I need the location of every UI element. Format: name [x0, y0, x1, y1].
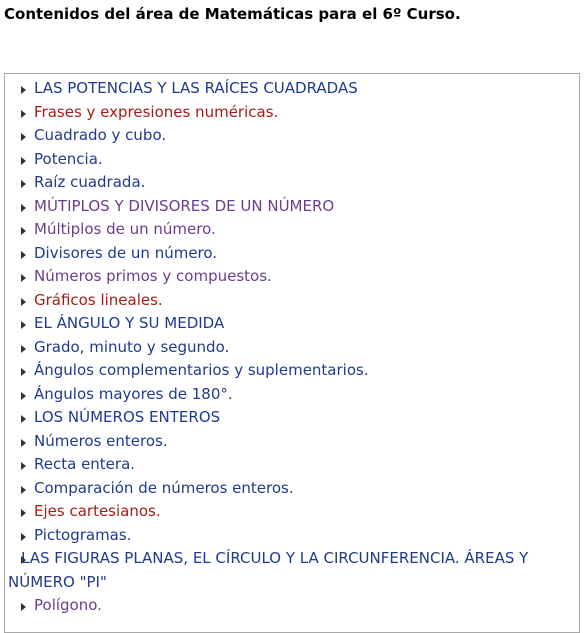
topic-item — [21, 477, 565, 501]
triangle-bullet-icon — [21, 368, 26, 376]
topic-item — [21, 430, 565, 454]
topic-link-poligono[interactable]: Polígono. — [34, 596, 102, 614]
triangle-bullet-icon — [21, 274, 26, 282]
topic-link-angulo-medida[interactable]: EL ÁNGULO Y SU MEDIDA — [34, 314, 225, 332]
topic-item — [21, 312, 565, 336]
triangle-bullet-icon — [21, 603, 26, 611]
triangle-bullet-icon — [21, 533, 26, 541]
triangle-bullet-icon — [21, 298, 26, 306]
topic-item — [21, 383, 565, 407]
topic-link-comparacion-enteros[interactable]: Comparación de números enteros. — [34, 478, 294, 497]
topic-link-figuras-planas[interactable]: LAS FIGURAS PLANAS, EL CÍRCULO Y LA CIRCUNFERENCIA. ÁREAS Y NÚMERO "PI" — [8, 549, 529, 591]
topic-item — [21, 265, 565, 289]
triangle-bullet-icon — [21, 392, 26, 400]
topic-link-numeros-enteros-section[interactable]: LOS NÚMEROS ENTEROS — [34, 408, 221, 426]
topic-link-raiz-cuadrada[interactable]: Raíz cuadrada. — [34, 173, 146, 191]
triangle-bullet-icon — [21, 321, 26, 329]
topic-item — [21, 148, 565, 172]
triangle-bullet-icon — [21, 556, 26, 564]
triangle-bullet-icon — [21, 486, 26, 494]
topic-item — [21, 218, 565, 242]
topic-item — [21, 195, 565, 219]
topic-item — [21, 594, 565, 618]
topic-item — [21, 171, 565, 195]
topic-link-potencia[interactable]: Potencia. — [34, 149, 103, 168]
topic-link-angulos-complementarios[interactable]: Ángulos complementarios y suplementarios. — [34, 361, 369, 379]
topic-item — [21, 124, 565, 148]
topic-item — [21, 77, 565, 101]
topic-link-primos-compuestos[interactable]: Números primos y compuestos. — [34, 267, 272, 285]
triangle-bullet-icon — [21, 462, 26, 470]
triangle-bullet-icon — [21, 227, 26, 235]
topic-item — [21, 101, 565, 125]
triangle-bullet-icon — [21, 180, 26, 188]
topic-link-recta-entera[interactable]: Recta entera. — [34, 455, 136, 473]
triangle-bullet-icon — [21, 509, 26, 517]
page-title: Contenidos del área de Matemáticas para el 6º Curso. — [4, 5, 461, 23]
topic-link-multiplos-divisores[interactable]: MÚTIPLOS Y DIVISORES DE UN NÚMERO — [34, 196, 335, 215]
topics-box — [4, 73, 580, 633]
topic-link-divisores[interactable]: Divisores de un número. — [34, 243, 218, 262]
topic-link-angulos-mayores[interactable]: Ángulos mayores de 180°. — [34, 384, 233, 403]
topic-link-grado-minuto-segundo[interactable]: Grado, minuto y segundo. — [34, 337, 230, 356]
triangle-bullet-icon — [21, 345, 26, 353]
topic-link-pictogramas[interactable]: Pictogramas. — [34, 525, 132, 544]
topic-item — [21, 242, 565, 266]
triangle-bullet-icon — [21, 133, 26, 141]
topic-item — [21, 500, 565, 524]
topic-item — [8, 547, 565, 594]
triangle-bullet-icon — [21, 86, 26, 94]
triangle-bullet-icon — [21, 157, 26, 165]
topic-item — [21, 524, 565, 548]
topic-link-numeros-enteros[interactable]: Números enteros. — [34, 431, 168, 450]
topic-item — [21, 359, 565, 383]
triangle-bullet-icon — [21, 439, 26, 447]
topic-link-frases-expresiones[interactable]: Frases y expresiones numéricas. — [34, 102, 279, 121]
triangle-bullet-icon — [21, 204, 26, 212]
topic-link-multiplos[interactable]: Múltiplos de un número. — [34, 220, 216, 238]
topic-link-cuadrado-cubo[interactable]: Cuadrado y cubo. — [34, 126, 167, 144]
topic-link-ejes-cartesianos[interactable]: Ejes cartesianos. — [34, 502, 161, 520]
topic-item — [21, 289, 565, 313]
topic-link-potencias-raices[interactable]: LAS POTENCIAS Y LAS RAÍCES CUADRADAS — [34, 79, 358, 97]
topic-item — [21, 453, 565, 477]
topic-item — [21, 336, 565, 360]
topics-list — [5, 74, 579, 618]
topic-item — [21, 406, 565, 430]
triangle-bullet-icon — [21, 415, 26, 423]
triangle-bullet-icon — [21, 110, 26, 118]
topic-link-graficos-lineales[interactable]: Gráficos lineales. — [34, 290, 163, 309]
triangle-bullet-icon — [21, 251, 26, 259]
